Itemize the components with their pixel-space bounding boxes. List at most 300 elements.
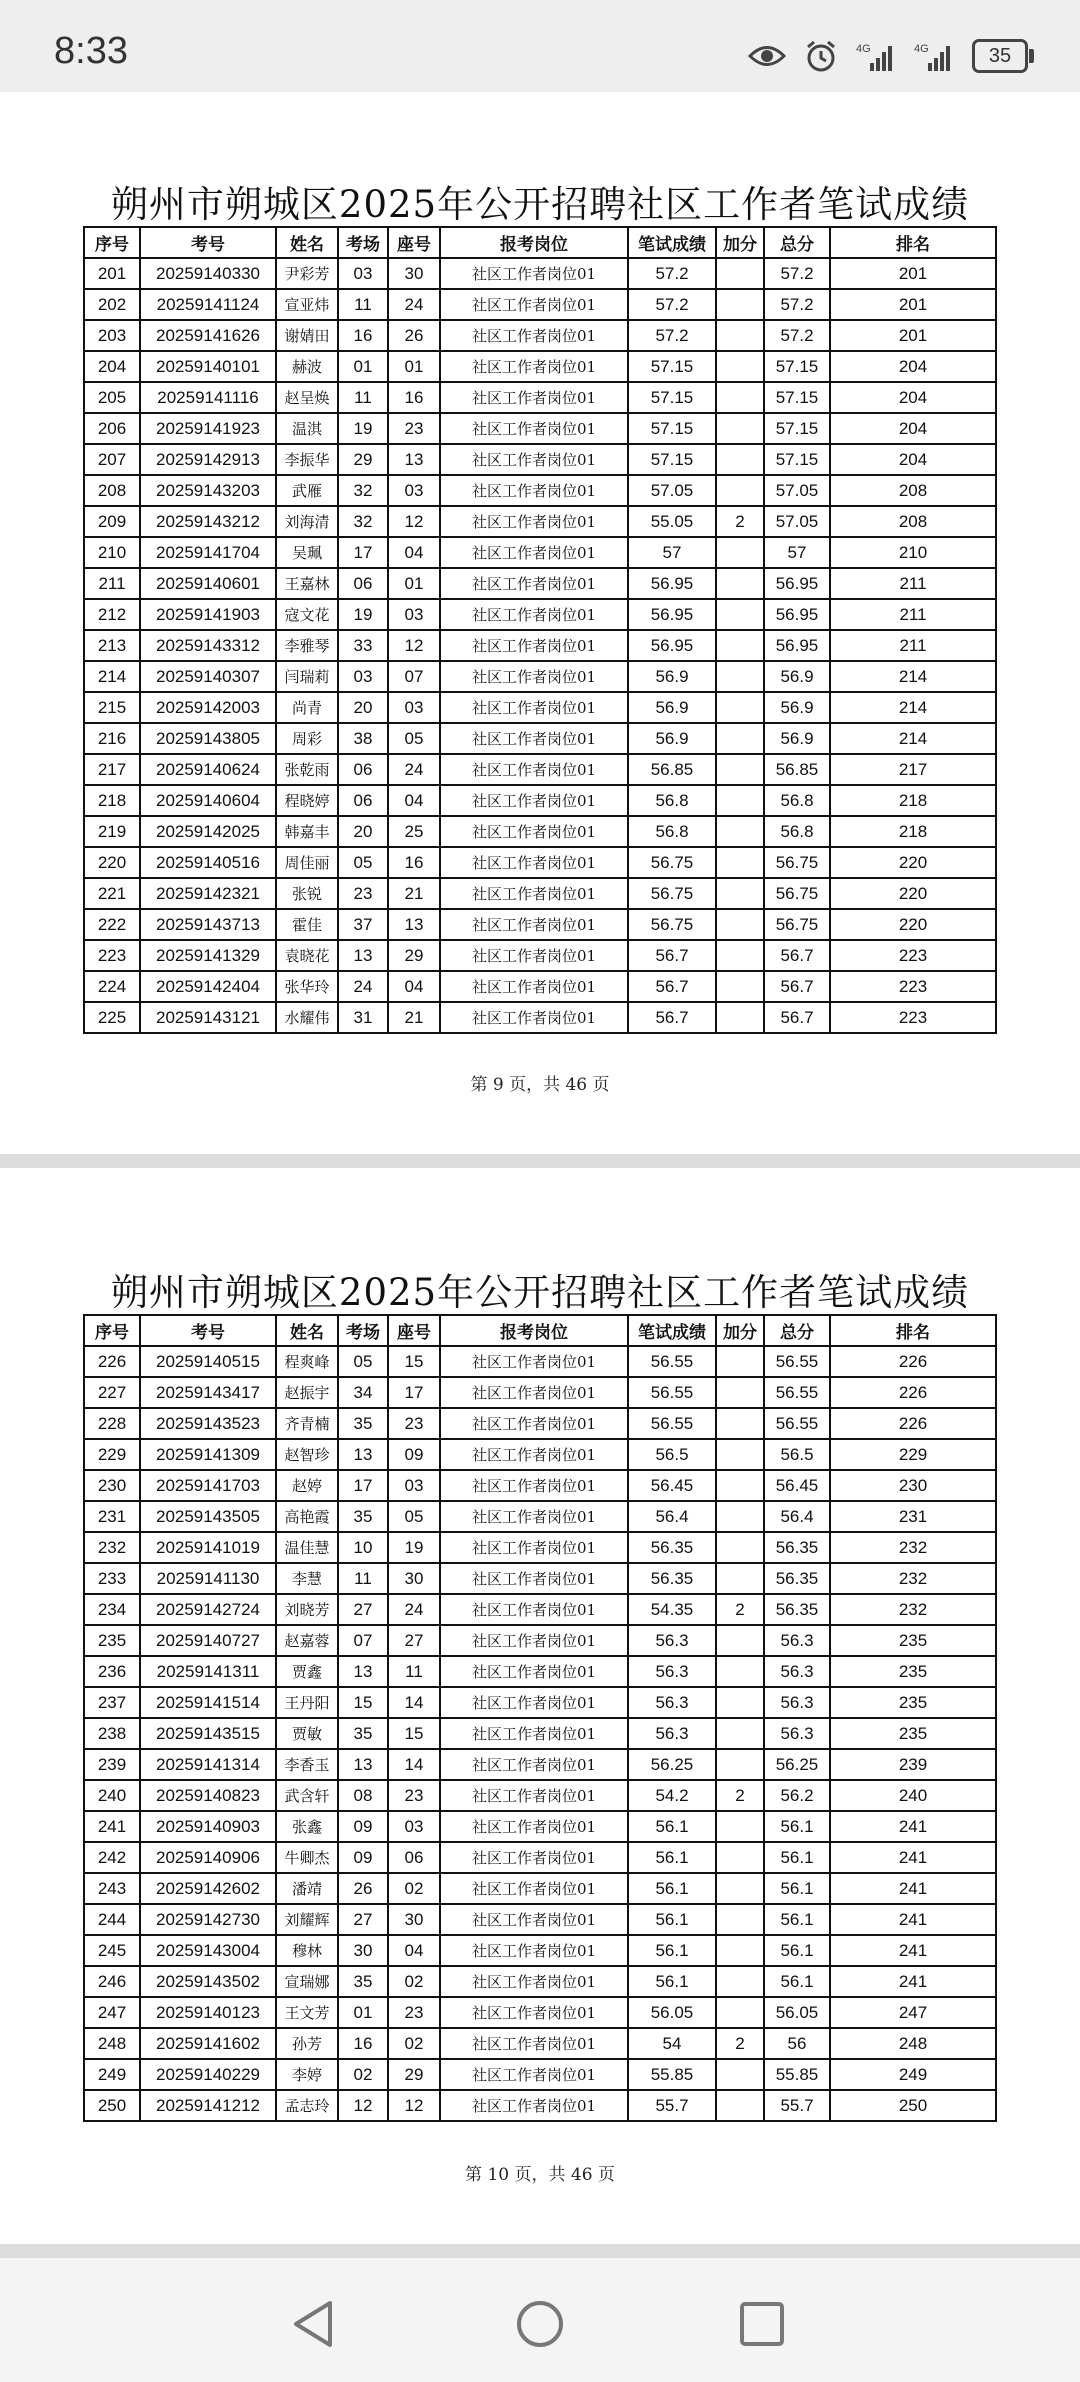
svg-text:4G: 4G: [856, 43, 871, 55]
table-row: [84, 754, 996, 785]
home-button[interactable]: [510, 2294, 570, 2354]
cell-rank: 214: [830, 692, 996, 723]
cell-written-score: 56.7: [628, 940, 716, 971]
cell-name: 水耀伟: [276, 1002, 338, 1033]
table-row: [84, 289, 996, 320]
cell-position: 社区工作者岗位01: [440, 1625, 628, 1656]
cell-total: 56.1: [764, 1811, 830, 1842]
cell-written-score: 57: [628, 537, 716, 568]
cell-seq: 250: [84, 2090, 140, 2121]
table-header-row: [84, 227, 996, 258]
page-footer: 第 10 页，共 46 页: [465, 2165, 615, 2185]
document-page-9: [0, 92, 1080, 1152]
cell-position: 社区工作者岗位01: [440, 2028, 628, 2059]
table-row: [84, 2059, 996, 2090]
table-row: [84, 1935, 996, 1966]
cell-position: 社区工作者岗位01: [440, 816, 628, 847]
cell-rank: 235: [830, 1718, 996, 1749]
cell-rank: 226: [830, 1377, 996, 1408]
cell-position: 社区工作者岗位01: [440, 971, 628, 1002]
cell-name: 赵嘉蓉: [276, 1625, 338, 1656]
cell-position: 社区工作者岗位01: [440, 1532, 628, 1563]
cell-seat: 02: [388, 2028, 440, 2059]
cell-seat: 30: [388, 258, 440, 289]
cell-exam-id: 20259143203: [140, 475, 276, 506]
cell-name: 王丹阳: [276, 1687, 338, 1718]
cell-bonus: [716, 909, 764, 940]
cell-position: 社区工作者岗位01: [440, 754, 628, 785]
cell-seat: 23: [388, 1780, 440, 1811]
cell-bonus: [716, 568, 764, 599]
cell-bonus: [716, 1811, 764, 1842]
status-time: 8:33: [54, 30, 128, 72]
col-header: 序号: [84, 227, 140, 258]
cell-name: 尚青: [276, 692, 338, 723]
table-row: [84, 258, 996, 289]
col-header: 考号: [140, 1315, 276, 1346]
cell-seat: 26: [388, 320, 440, 351]
table-row: [84, 1842, 996, 1873]
cell-seat: 04: [388, 971, 440, 1002]
cell-position: 社区工作者岗位01: [440, 878, 628, 909]
cell-position: 社区工作者岗位01: [440, 1935, 628, 1966]
table-row: [84, 1501, 996, 1532]
cell-written-score: 56.55: [628, 1346, 716, 1377]
cell-rank: 211: [830, 630, 996, 661]
cell-exam-id: 20259141903: [140, 599, 276, 630]
alarm-icon: [804, 39, 838, 73]
cell-written-score: 56.55: [628, 1377, 716, 1408]
cell-name: 周彩: [276, 723, 338, 754]
cell-room: 01: [338, 1997, 388, 2028]
cell-total: 56.7: [764, 940, 830, 971]
cell-rank: 239: [830, 1749, 996, 1780]
cell-name: 王嘉林: [276, 568, 338, 599]
cell-bonus: [716, 1470, 764, 1501]
cell-total: 56.85: [764, 754, 830, 785]
cell-bonus: [716, 537, 764, 568]
table-body: [84, 258, 996, 1033]
cell-position: 社区工作者岗位01: [440, 1563, 628, 1594]
cell-room: 35: [338, 1408, 388, 1439]
cell-seat: 30: [388, 1904, 440, 1935]
cell-seq: 231: [84, 1501, 140, 1532]
cell-exam-id: 20259140307: [140, 661, 276, 692]
cell-name: 王文芳: [276, 1997, 338, 2028]
table-row: [84, 1439, 996, 1470]
cell-bonus: [716, 413, 764, 444]
cell-seq: 229: [84, 1439, 140, 1470]
cell-written-score: 57.15: [628, 382, 716, 413]
cell-seq: 201: [84, 258, 140, 289]
cell-written-score: 54.2: [628, 1780, 716, 1811]
table-row: [84, 413, 996, 444]
cell-seat: 15: [388, 1718, 440, 1749]
cell-rank: 241: [830, 1873, 996, 1904]
cell-bonus: [716, 878, 764, 909]
cell-total: 56.1: [764, 1904, 830, 1935]
cell-position: 社区工作者岗位01: [440, 1501, 628, 1532]
cell-total: 57.15: [764, 351, 830, 382]
cell-total: 56: [764, 2028, 830, 2059]
cell-rank: 248: [830, 2028, 996, 2059]
cell-total: 56.1: [764, 1873, 830, 1904]
cell-room: 11: [338, 1563, 388, 1594]
cell-seq: 216: [84, 723, 140, 754]
cell-bonus: [716, 1377, 764, 1408]
cell-exam-id: 20259143805: [140, 723, 276, 754]
cell-bonus: [716, 1718, 764, 1749]
cell-rank: 226: [830, 1346, 996, 1377]
cell-rank: 229: [830, 1439, 996, 1470]
table-row: [84, 351, 996, 382]
cell-seq: 211: [84, 568, 140, 599]
cell-name: 刘海清: [276, 506, 338, 537]
table-row: [84, 1687, 996, 1718]
cell-name: 潘靖: [276, 1873, 338, 1904]
cell-seq: 238: [84, 1718, 140, 1749]
cell-position: 社区工作者岗位01: [440, 382, 628, 413]
cell-written-score: 56.95: [628, 568, 716, 599]
cell-name: 齐青楠: [276, 1408, 338, 1439]
cell-name: 张鑫: [276, 1811, 338, 1842]
cell-room: 38: [338, 723, 388, 754]
cell-bonus: [716, 475, 764, 506]
back-button[interactable]: [283, 2294, 343, 2354]
cell-total: 56.4: [764, 1501, 830, 1532]
cell-rank: 241: [830, 1966, 996, 1997]
cell-exam-id: 20259142724: [140, 1594, 276, 1625]
cell-bonus: [716, 971, 764, 1002]
cell-room: 19: [338, 413, 388, 444]
cell-bonus: [716, 1997, 764, 2028]
cell-total: 57.05: [764, 506, 830, 537]
cell-position: 社区工作者岗位01: [440, 1377, 628, 1408]
cell-exam-id: 20259142404: [140, 971, 276, 1002]
cell-seat: 02: [388, 1966, 440, 1997]
table-row: [84, 1656, 996, 1687]
cell-bonus: [716, 1904, 764, 1935]
cell-position: 社区工作者岗位01: [440, 1749, 628, 1780]
cell-rank: 235: [830, 1687, 996, 1718]
table-row: [84, 2028, 996, 2059]
cell-seat: 12: [388, 506, 440, 537]
table-row: [84, 971, 996, 1002]
cell-total: 56.55: [764, 1408, 830, 1439]
cell-bonus: 2: [716, 506, 764, 537]
cell-written-score: 56.9: [628, 723, 716, 754]
cell-exam-id: 20259143312: [140, 630, 276, 661]
cell-exam-id: 20259142602: [140, 1873, 276, 1904]
cell-rank: 220: [830, 878, 996, 909]
cell-total: 57.15: [764, 444, 830, 475]
cell-exam-id: 20259142321: [140, 878, 276, 909]
cell-written-score: 56.1: [628, 1842, 716, 1873]
cell-seat: 27: [388, 1625, 440, 1656]
cell-position: 社区工作者岗位01: [440, 1904, 628, 1935]
cell-rank: 204: [830, 351, 996, 382]
cell-written-score: 54: [628, 2028, 716, 2059]
cell-name: 张乾雨: [276, 754, 338, 785]
cell-exam-id: 20259140604: [140, 785, 276, 816]
cell-exam-id: 20259140601: [140, 568, 276, 599]
cell-seq: 228: [84, 1408, 140, 1439]
cell-seq: 204: [84, 351, 140, 382]
cell-position: 社区工作者岗位01: [440, 537, 628, 568]
cell-room: 11: [338, 382, 388, 413]
cell-exam-id: 20259140624: [140, 754, 276, 785]
cell-rank: 210: [830, 537, 996, 568]
cell-bonus: 2: [716, 2028, 764, 2059]
cell-written-score: 56.1: [628, 1904, 716, 1935]
cell-name: 贾敏: [276, 1718, 338, 1749]
cell-name: 温淇: [276, 413, 338, 444]
cell-room: 07: [338, 1625, 388, 1656]
eye-icon: [748, 43, 786, 69]
col-header: 序号: [84, 1315, 140, 1346]
cell-total: 57.15: [764, 382, 830, 413]
cell-position: 社区工作者岗位01: [440, 320, 628, 351]
cell-exam-id: 20259140823: [140, 1780, 276, 1811]
cell-name: 尹彩芳: [276, 258, 338, 289]
cell-seat: 24: [388, 1594, 440, 1625]
cell-name: 李慧: [276, 1563, 338, 1594]
cell-written-score: 56.3: [628, 1718, 716, 1749]
cell-total: 56.75: [764, 909, 830, 940]
cell-name: 赵振宇: [276, 1377, 338, 1408]
cell-position: 社区工作者岗位01: [440, 909, 628, 940]
cell-seat: 21: [388, 878, 440, 909]
cell-seat: 17: [388, 1377, 440, 1408]
cell-total: 56.75: [764, 878, 830, 909]
cell-seq: 242: [84, 1842, 140, 1873]
cell-exam-id: 20259141703: [140, 1470, 276, 1501]
cell-written-score: 56.95: [628, 630, 716, 661]
cell-position: 社区工作者岗位01: [440, 258, 628, 289]
cell-written-score: 56.1: [628, 1966, 716, 1997]
cell-seq: 218: [84, 785, 140, 816]
cell-room: 20: [338, 692, 388, 723]
cell-rank: 217: [830, 754, 996, 785]
cell-total: 56.8: [764, 816, 830, 847]
cell-seq: 225: [84, 1002, 140, 1033]
cell-written-score: 56.3: [628, 1656, 716, 1687]
cell-seq: 232: [84, 1532, 140, 1563]
cell-rank: 218: [830, 785, 996, 816]
cell-room: 13: [338, 1656, 388, 1687]
cell-seat: 04: [388, 537, 440, 568]
table-row: [84, 1780, 996, 1811]
cell-room: 17: [338, 1470, 388, 1501]
recents-button[interactable]: [732, 2294, 792, 2354]
cell-position: 社区工作者岗位01: [440, 940, 628, 971]
cell-seat: 30: [388, 1563, 440, 1594]
cell-seat: 07: [388, 661, 440, 692]
cell-seat: 01: [388, 351, 440, 382]
table-row: [84, 1408, 996, 1439]
cell-rank: 232: [830, 1532, 996, 1563]
cell-rank: 214: [830, 723, 996, 754]
cell-rank: 231: [830, 1501, 996, 1532]
cell-room: 10: [338, 1532, 388, 1563]
cell-bonus: 2: [716, 1780, 764, 1811]
cell-position: 社区工作者岗位01: [440, 1718, 628, 1749]
cell-written-score: 55.85: [628, 2059, 716, 2090]
cell-written-score: 56.5: [628, 1439, 716, 1470]
cell-written-score: 56.75: [628, 878, 716, 909]
cell-name: 李振华: [276, 444, 338, 475]
cell-total: 56.8: [764, 785, 830, 816]
cell-bonus: [716, 382, 764, 413]
cell-rank: 232: [830, 1563, 996, 1594]
signal-4g-icon: [856, 41, 896, 71]
cell-exam-id: 20259140516: [140, 847, 276, 878]
col-header: 考场: [338, 227, 388, 258]
cell-position: 社区工作者岗位01: [440, 444, 628, 475]
cell-total: 56.05: [764, 1997, 830, 2028]
cell-name: 袁晓花: [276, 940, 338, 971]
cell-bonus: [716, 754, 764, 785]
cell-room: 32: [338, 475, 388, 506]
cell-seq: 217: [84, 754, 140, 785]
col-header: 笔试成绩: [628, 1315, 716, 1346]
cell-rank: 201: [830, 289, 996, 320]
table-row: [84, 1594, 996, 1625]
page-divider: [0, 2244, 1080, 2258]
cell-written-score: 56.8: [628, 816, 716, 847]
cell-position: 社区工作者岗位01: [440, 1873, 628, 1904]
cell-written-score: 56.75: [628, 909, 716, 940]
table-row: [84, 1997, 996, 2028]
table-row: [84, 1377, 996, 1408]
cell-written-score: 56.3: [628, 1625, 716, 1656]
cell-name: 李香玉: [276, 1749, 338, 1780]
cell-position: 社区工作者岗位01: [440, 692, 628, 723]
cell-total: 56.35: [764, 1532, 830, 1563]
cell-rank: 247: [830, 1997, 996, 2028]
cell-written-score: 56.35: [628, 1563, 716, 1594]
cell-exam-id: 20259140123: [140, 1997, 276, 2028]
cell-bonus: [716, 630, 764, 661]
cell-seat: 02: [388, 1873, 440, 1904]
home-icon: [515, 2299, 565, 2349]
cell-room: 20: [338, 816, 388, 847]
cell-seat: 09: [388, 1439, 440, 1470]
table-row: [84, 1625, 996, 1656]
cell-name: 刘晓芳: [276, 1594, 338, 1625]
cell-rank: 226: [830, 1408, 996, 1439]
cell-seq: 241: [84, 1811, 140, 1842]
cell-bonus: [716, 1935, 764, 1966]
col-header: 排名: [830, 227, 996, 258]
cell-room: 29: [338, 444, 388, 475]
cell-position: 社区工作者岗位01: [440, 599, 628, 630]
cell-name: 李雅琴: [276, 630, 338, 661]
cell-seat: 23: [388, 1997, 440, 2028]
cell-seq: 213: [84, 630, 140, 661]
cell-seq: 221: [84, 878, 140, 909]
cell-total: 57.2: [764, 320, 830, 351]
col-header: 加分: [716, 227, 764, 258]
cell-position: 社区工作者岗位01: [440, 1687, 628, 1718]
col-header: 加分: [716, 1315, 764, 1346]
cell-total: 56.25: [764, 1749, 830, 1780]
cell-rank: 220: [830, 909, 996, 940]
back-icon: [290, 2299, 336, 2349]
signal-4g-icon: [914, 41, 954, 71]
cell-written-score: 57.15: [628, 444, 716, 475]
cell-exam-id: 20259141314: [140, 1749, 276, 1780]
cell-total: 56.3: [764, 1625, 830, 1656]
cell-seq: 212: [84, 599, 140, 630]
cell-seat: 15: [388, 1346, 440, 1377]
cell-seat: 23: [388, 1408, 440, 1439]
cell-exam-id: 20259141704: [140, 537, 276, 568]
cell-total: 56.2: [764, 1780, 830, 1811]
cell-total: 56.5: [764, 1439, 830, 1470]
cell-written-score: 56.85: [628, 754, 716, 785]
table-row: [84, 1470, 996, 1501]
cell-seq: 223: [84, 940, 140, 971]
cell-room: 34: [338, 1377, 388, 1408]
table-row: [84, 599, 996, 630]
cell-room: 03: [338, 258, 388, 289]
table-row: [84, 692, 996, 723]
cell-total: 57: [764, 537, 830, 568]
cell-seq: 248: [84, 2028, 140, 2059]
cell-name: 穆林: [276, 1935, 338, 1966]
cell-room: 31: [338, 1002, 388, 1033]
cell-bonus: [716, 1408, 764, 1439]
cell-seat: 01: [388, 568, 440, 599]
cell-bonus: [716, 599, 764, 630]
cell-total: 56.55: [764, 1346, 830, 1377]
cell-room: 09: [338, 1842, 388, 1873]
table-row: [84, 1966, 996, 1997]
cell-seq: 239: [84, 1749, 140, 1780]
cell-seq: 234: [84, 1594, 140, 1625]
table-row: [84, 382, 996, 413]
cell-room: 35: [338, 1718, 388, 1749]
cell-seat: 29: [388, 2059, 440, 2090]
cell-rank: 201: [830, 258, 996, 289]
cell-room: 11: [338, 289, 388, 320]
page-title: 朔州市朔城区2025年公开招聘社区工作者笔试成绩: [110, 183, 970, 226]
cell-name: 孙芳: [276, 2028, 338, 2059]
cell-exam-id: 20259140906: [140, 1842, 276, 1873]
cell-bonus: [716, 1501, 764, 1532]
cell-seat: 16: [388, 382, 440, 413]
cell-name: 闫瑞莉: [276, 661, 338, 692]
table-row: [84, 1532, 996, 1563]
table-row: [84, 320, 996, 351]
table-header-row: [84, 1315, 996, 1346]
battery-level: 35: [988, 44, 1012, 67]
cell-total: 56.3: [764, 1718, 830, 1749]
cell-seq: 236: [84, 1656, 140, 1687]
cell-exam-id: 20259140903: [140, 1811, 276, 1842]
cell-total: 56.55: [764, 1377, 830, 1408]
cell-seat: 13: [388, 909, 440, 940]
document-page-10: [0, 1168, 1080, 2238]
cell-room: 06: [338, 785, 388, 816]
cell-total: 56.7: [764, 1002, 830, 1033]
cell-bonus: [716, 1873, 764, 1904]
cell-total: 56.3: [764, 1687, 830, 1718]
cell-total: 56.1: [764, 1935, 830, 1966]
cell-exam-id: 20259140229: [140, 2059, 276, 2090]
cell-seq: 245: [84, 1935, 140, 1966]
